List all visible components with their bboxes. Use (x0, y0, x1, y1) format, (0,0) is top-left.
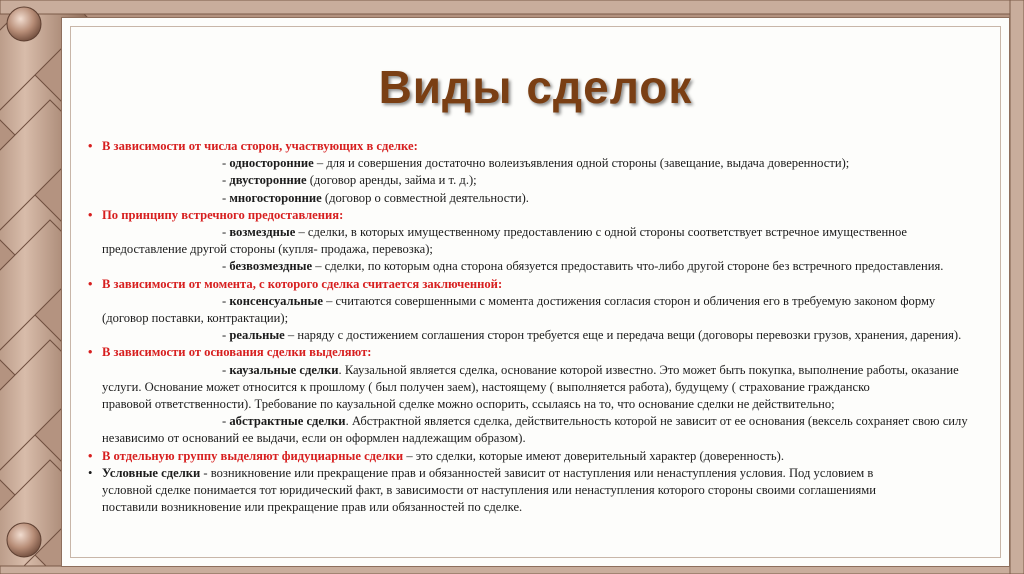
list-item: - абстрактные сделки. Абстрактной является сделка, действительность которой не зависит от ее основания (вексель сохраняет свою силу (222, 414, 968, 429)
corner-stud-top-icon (7, 7, 41, 41)
slide-content (84, 138, 994, 516)
list-item-continuation: независимо от оснований ее выдачи, если он оформлен надлежащим образом). (102, 431, 526, 446)
list-item: - безвозмездные – сделки, по которым одна сторона обязуется предоставить что-либо другой стороне без встречного предоставления. (222, 259, 944, 274)
section-heading: • В зависимости от основания сделки выделяют: (84, 344, 994, 361)
section-heading: • В зависимости от числа сторон, участвующих в сделке: (84, 138, 994, 155)
list-item: - консенсуальные – считаются совершенными с момента достижения согласия сторон и обличения его в требуемую законом форму (222, 293, 936, 308)
list-item-continuation: поставили возникновение или прекращение прав или обязанностей по сделке. (102, 500, 523, 515)
list-item: - односторонние – для и совершения достаточно волеизъявления одной стороны (завещание, выдача доверенности); (222, 156, 850, 171)
list-item: - двусторонние (договор аренды, займа и т. д.); (222, 173, 477, 188)
list-item: - возмездные – сделки, в которых имущественному предоставлению с одной стороны соответствует встречное имущественное (222, 225, 908, 240)
list-item: - многосторонние (договор о совместной деятельности). (222, 190, 529, 205)
corner-stud-bottom-icon (7, 523, 41, 557)
bullet-icon: • (88, 345, 93, 360)
bullet-icon: • (88, 448, 93, 463)
list-item-continuation: условной сделке понимается тот юридический факт, в зависимости от наступления или ненаступления которого стороны своими соглашениями (102, 483, 876, 498)
list-item: - реальные – наряду с достижением соглашения сторон требуется еще и передача вещи (договоры перевозки грузов, хранения, дарения). (222, 328, 962, 343)
slide-title: Виды сделок (378, 61, 693, 113)
bullet-icon: • (88, 207, 93, 222)
bullet-icon: • (88, 465, 93, 480)
section-paragraph: • Условные сделки - возникновение или прекращение прав и обязанностей зависит от наступления или ненаступления условия. Под условием в (84, 465, 994, 482)
section-heading: • В зависимости от момента, с которого сделка считается заключенной: (84, 276, 994, 293)
list-item-continuation: (договор поставки, контрактации); (102, 311, 289, 326)
list-item: - каузальные сделки. Каузальной является сделка, основание которой известно. Это может быть покупка, выполнение работы, оказание (222, 362, 959, 377)
bullet-icon: • (88, 139, 93, 153)
section-heading: • По принципу встречного предоставления: (84, 207, 994, 224)
slide (62, 18, 1009, 566)
list-item-continuation: предоставление другой стороны (купля- продажа, перевозка); (102, 242, 433, 257)
list-item-continuation: услуги. Основание может относится к прошлому ( был получен заем), настоящему ( выполняется работа), будущему ( страхование гражданско (102, 379, 870, 394)
list-item-continuation: правовой ответственности). Требование по каузальной сделке можно оспорить, ссылаясь на то, что основание сделки не действительно; (102, 397, 835, 412)
bullet-icon: • (88, 276, 93, 291)
section-heading: • В отдельную группу выделяют фидуциарные сделки – это сделки, которые имеют доверительный характер (доверенность). (84, 448, 994, 465)
